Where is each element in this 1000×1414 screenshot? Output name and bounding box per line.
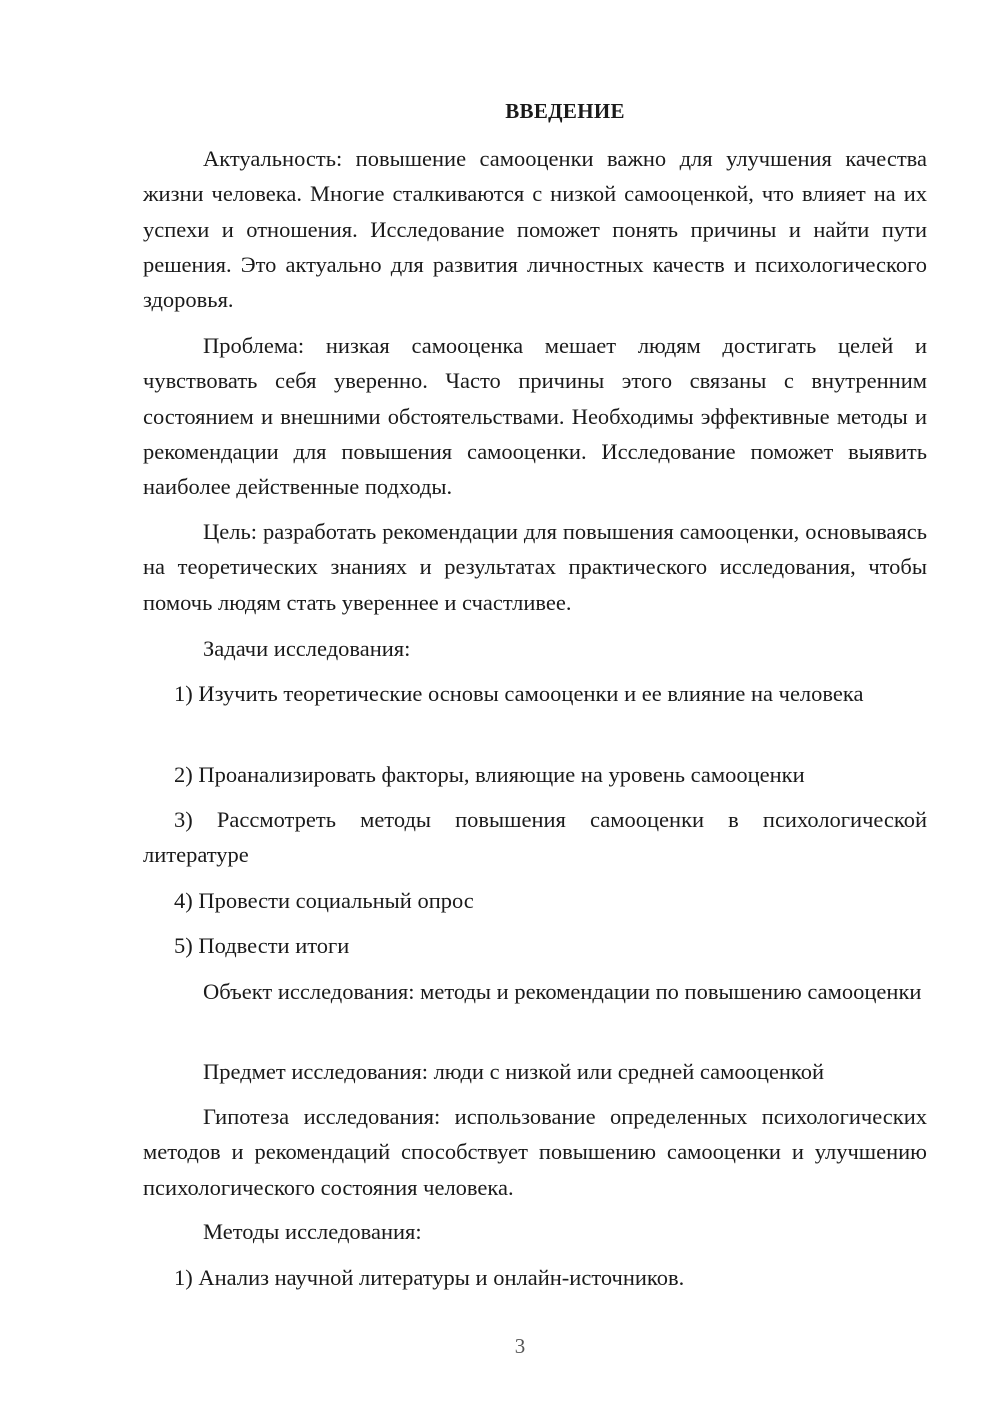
document-page xyxy=(143,0,927,1414)
paragraph-object: Объект исследования: методы и рекомендации по повышению самооценки xyxy=(203,979,922,1004)
paragraph-subject: Предмет исследования: люди с низкой или средней самооценкой xyxy=(203,1059,825,1084)
paragraph-goal: Цель: разработать рекомендации для повышения самооценки, основываясь на теоретических знаниях и результатах практического исследования, чтобы помочь людям стать увереннее и счастливее. xyxy=(143,519,927,615)
list-item-task-4: 4) Провести социальный опрос xyxy=(174,888,474,913)
list-item-task-5: 5) Подвести итоги xyxy=(174,933,350,958)
page-number: 3 xyxy=(514,1334,526,1358)
paragraph-tasks-heading: Задачи исследования: xyxy=(203,636,411,661)
list-item-method-1: 1) Анализ научной литературы и онлайн-источников. xyxy=(174,1265,685,1290)
list-item-task-1: 1) Изучить теоретические основы самооценки и ее влияние на человека xyxy=(174,681,864,706)
paragraph-problem: Проблема: низкая самооценка мешает людям достигать целей и чувствовать себя уверенно. Часто причины этого связаны с внутренним состоянием и внешними обстоятельствами. Необходимы эффективные методы и рекомендации для повышения самооценки. Исследование поможет выявить наиболее действенные подходы. xyxy=(143,333,927,500)
list-item-task-2: 2) Проанализировать факторы, влияющие на уровень самооценки xyxy=(174,762,805,787)
paragraph-relevance: Актуальность: повышение самооценки важно для улучшения качества жизни человека. Многие сталкиваются с низкой самооценкой, что влияет на их успехи и отношения. Исследование поможет понять причины и найти пути решения. Это актуально для развития личностных качеств и психологического здоровья. xyxy=(143,146,927,313)
page-title: ВВЕДЕНИЕ xyxy=(505,99,625,123)
list-item-task-3: 3) Рассмотреть методы повышения самооценки в психологической литературе xyxy=(143,807,927,868)
paragraph-methods-heading: Методы исследования: xyxy=(203,1219,422,1244)
paragraph-hypothesis: Гипотеза исследования: использование определенных психологических методов и рекомендаций способствует повышению самооценки и улучшению психологического состояния человека. xyxy=(143,1104,927,1200)
